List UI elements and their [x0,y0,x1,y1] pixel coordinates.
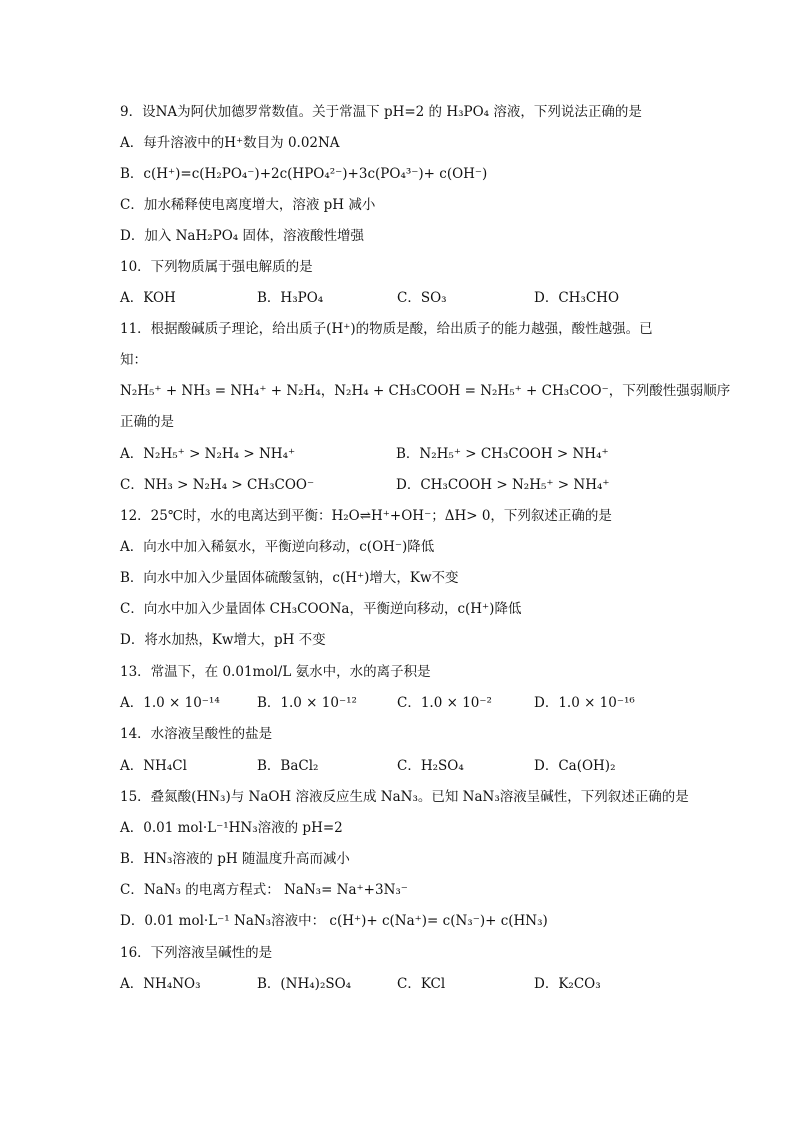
q15-option-d: D．0.01 mol·L⁻¹ NaN₃溶液中： c(H⁺)+ c(Na⁺)= c(N₃⁻)+ c(HN₃) [120,913,548,929]
q10-option-c: C．SO₃ [397,290,447,306]
q13-option-d: D．1.0 × 10⁻¹⁶ [534,695,635,711]
q9-option-b: B．c(H⁺)=c(H₂PO₄⁻)+2c(HPO₄²⁻)+3c(PO₄³⁻)+ c(OH⁻) [120,166,488,182]
q11-option-c: C．NH₃ > N₂H₄ > CH₃COO⁻ [120,477,315,493]
q10-option-d: D．CH₃CHO [534,290,620,306]
q13-option-a: A．1.0 × 10⁻¹⁴ [120,695,220,711]
q15-option-b: B．HN₃溶液的 pH 随温度升高而减小 [120,851,350,867]
q11-option-d: D．CH₃COOH > N₂H₅⁺ > NH₄⁺ [396,477,610,493]
q9-option-c: C．加水稀释使电离度增大，溶液 pH 减小 [120,197,376,213]
q16-option-c: C．KCl [397,976,446,992]
q16-stem: 16．下列溶液呈碱性的是 [120,945,273,961]
q14-option-d: D．Ca(OH)₂ [534,758,616,774]
q10-option-a: A．KOH [120,290,176,306]
q15-stem: 15．叠氮酸(HN₃)与 NaOH 溶液反应生成 NaN₃。已知 NaN₃溶液呈碱性，下列叙述正确的是 [120,789,689,805]
q12-option-b: B．向水中加入少量固体硫酸氢钠，c(H⁺)增大，Kw不变 [120,570,459,586]
q10-option-b: B．H₃PO₄ [257,290,324,306]
q13-option-c: C．1.0 × 10⁻² [397,695,492,711]
q16-option-d: D．K₂CO₃ [534,976,601,992]
q11-option-b: B．N₂H₅⁺ > CH₃COOH > NH₄⁺ [396,446,609,462]
q12-option-d: D．将水加热，Kw增大，pH 不变 [120,632,326,648]
q14-option-a: A．NH₄Cl [120,758,187,774]
q11-stem-3: N₂H₅⁺ + NH₃ = NH₄⁺ + N₂H₄，N₂H₄ + CH₃COOH = N₂H₅⁺ + CH₃COO⁻，下列酸性强弱顺序 [120,383,731,399]
q15-option-a: A．0.01 mol·L⁻¹HN₃溶液的 pH=2 [120,820,343,836]
q12-option-a: A．向水中加入稀氨水，平衡逆向移动，c(OH⁻)降低 [120,539,435,555]
q14-option-c: C．H₂SO₄ [397,758,464,774]
q14-option-b: B．BaCl₂ [257,758,319,774]
q12-option-c: C．向水中加入少量固体 CH₃COONa，平衡逆向移动，c(H⁺)降低 [120,601,522,617]
q10-stem: 10．下列物质属于强电解质的是 [120,259,313,275]
q15-option-c: C．NaN₃ 的电离方程式： NaN₃= Na⁺+3N₃⁻ [120,882,408,898]
q11-stem-2: 知： [120,352,147,368]
q11-option-a: A．N₂H₅⁺ > N₂H₄ > NH₄⁺ [120,446,296,462]
q13-option-b: B．1.0 × 10⁻¹² [257,695,357,711]
q16-option-b: B．(NH₄)₂SO₄ [257,976,352,992]
q9-option-a: A．每升溶液中的H⁺数目为 0.02NA [120,135,340,151]
q9-stem: 9．设NA为阿伏加德罗常数值。关于常温下 pH=2 的 H₃PO₄ 溶液，下列说法正确的是 [120,104,642,120]
q11-stem-4: 正确的是 [120,414,174,430]
q16-option-a: A．NH₄NO₃ [120,976,201,992]
q12-stem: 12．25℃时，水的电离达到平衡：H₂O⇌H⁺+OH⁻；ΔH> 0，下列叙述正确的是 [120,508,612,524]
q9-option-d: D．加入 NaH₂PO₄ 固体，溶液酸性增强 [120,228,365,244]
q11-stem-1: 11．根据酸碱质子理论，给出质子(H⁺)的物质是酸，给出质子的能力越强，酸性越强。已 [120,321,653,337]
q14-stem: 14．水溶液呈酸性的盐是 [120,726,273,742]
q13-stem: 13．常温下，在 0.01mol/L 氨水中，水的离子积是 [120,664,431,680]
